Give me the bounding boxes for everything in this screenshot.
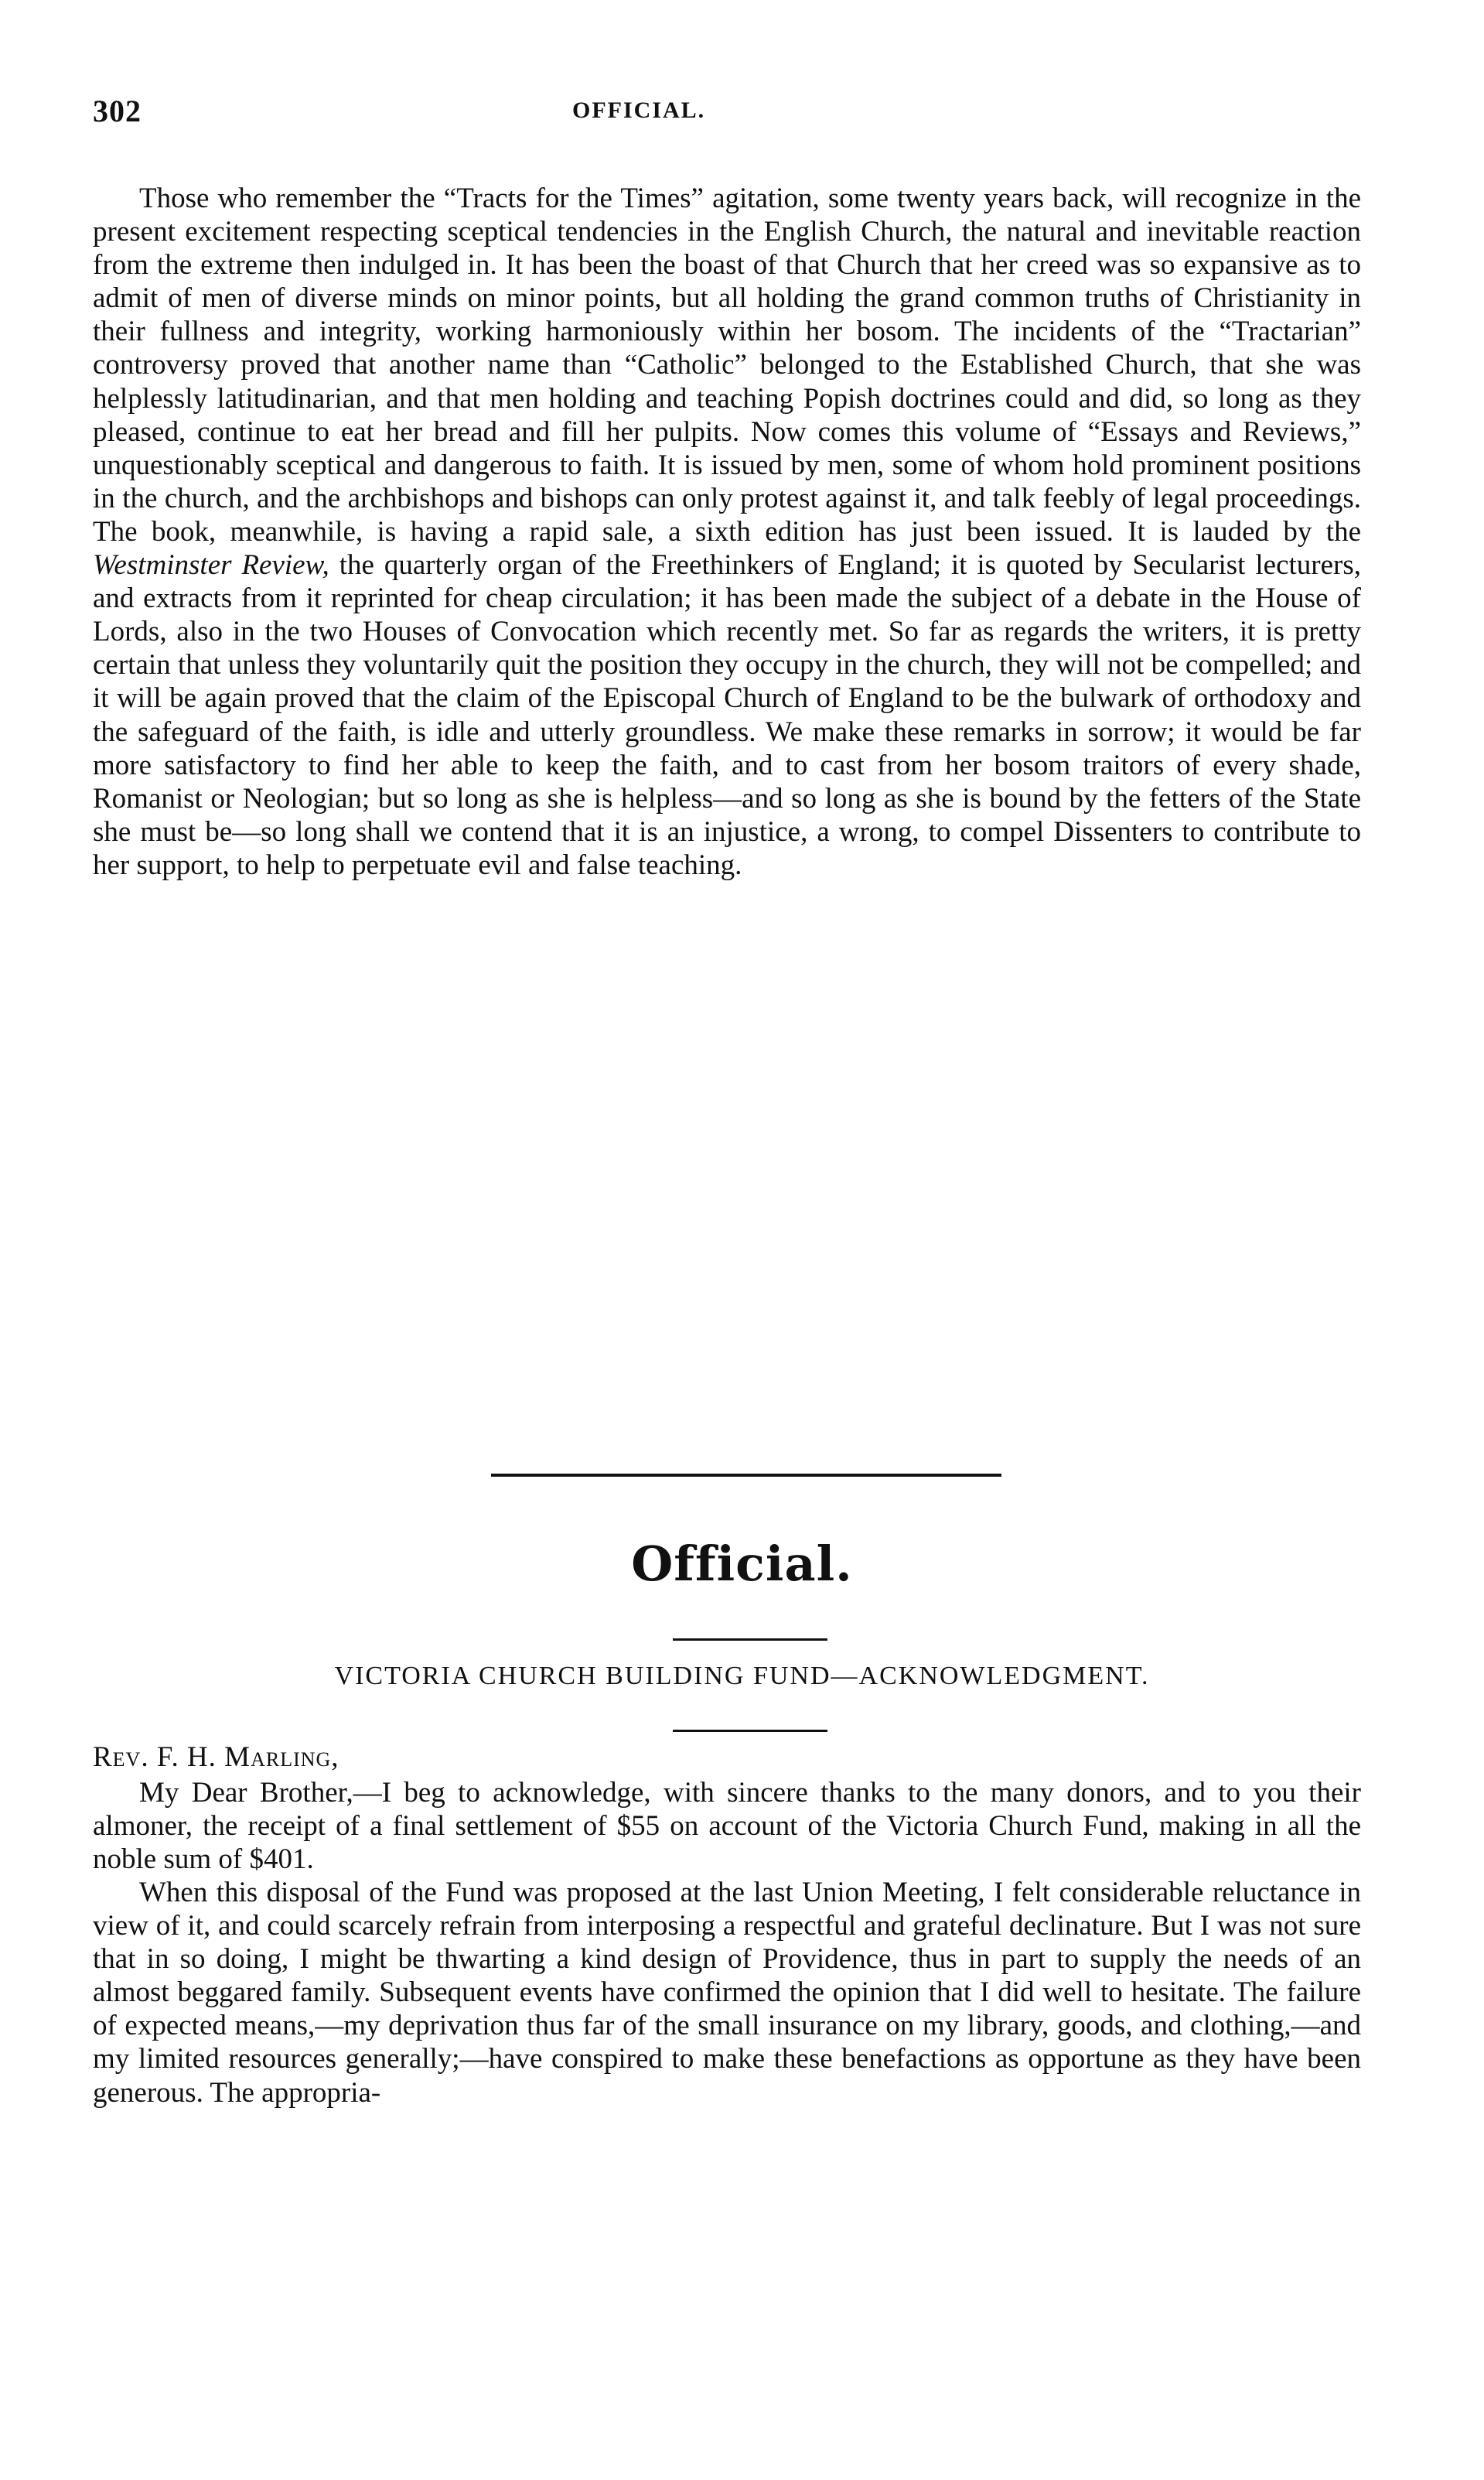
body-paragraph-text: Those who remember the “Tracts for the Times” agitation, some twenty years back, will recognize in the present excitement respecting sceptical tendencies in the English Church, the natural and inevitable reaction from the extreme then indulged in. It has been the boast of that Church that her creed was so expansive as to admit of men of diverse minds on minor points, but all holding the grand common truths of Christianity in their fullness and integrity, working harmoniously within her bosom. The incidents of the “Tractarian” controversy proved that another name than “Catholic” belonged to the Established Church, that she was helplessly latitudinarian, and that men holding and teaching Popish doctrines could and did, so long as they pleased, continue to eat her bread and fill her pulpits. Now comes this volume of “Essays and Reviews,” unquestionably sceptical and dangerous to faith. It is issued by men, some of whom hold prominent positions in the church, and the archbishops and bishops can only protest against it, and talk feebly of legal proceedings. The book, meanwhile, is having a rapid sale, a sixth edition has just been issued. It is lauded by the [93, 183, 1361, 548]
body-paragraph [93, 182, 1361, 882]
letter-paragraph-1: My Dear Brother,—I beg to acknowledge, with sincere thanks to the many donors, and to you their almoner, the receipt of a final settlement of $55 on account of the Victoria Church Fund, making in all the noble sum of $401. [93, 1777, 1361, 1876]
letter-paragraph-2: When this disposal of the Fund was proposed at the last Union Meeting, I felt considerable reluctance in view of it, and could scarcely refrain from interposing a respectful and grateful declinature. But I was not sure that in so doing, I might be thwarting a kind design of Providence, thus in part to supply the needs of an almost beggared family. Subsequent events have confirmed the opinion that I did well to hesitate. The failure of expected means,—my deprivation thus far of the small insurance on my library, goods, and clothing,—and my limited resources generally;—have conspired to make these benefactions as opportune as they have been generous. The appropria- [93, 1877, 1361, 2109]
subhead-rule [673, 1730, 827, 1732]
section-subhead: VICTORIA CHURCH BUILDING FUND—ACKNOWLEDGMENT. [334, 1662, 1150, 1690]
review-name: Westminster Review, [93, 549, 329, 582]
page-header [93, 93, 1361, 139]
running-head: OFFICIAL. [572, 97, 706, 123]
letter-salutation: Rev. F. H. Marling, [93, 1741, 339, 1773]
body-paragraph-continuation: the quarterly organ of the Freethinkers of England; it is quoted by Secularist lecturers, and extracts from it reprinted for cheap circulation; it has been made the subject of a debate in the House of Lords, also in the two Houses of Convocation which recently met. So far as regards the writers, it is pretty certain that unless they voluntarily quit the position they occupy in the church, they will not be compelled; and it will be again proved that the claim of the Episcopal Church of England to be the bulwark of orthodoxy and the safeguard of the faith, is idle and utterly groundless. We make these remarks in sorrow; it would be far more satisfactory to find her able to keep the faith, and to cast from her bosom traitors of every shade, Romanist or Neologian; but so long as she is helpless—and so long as she is bound by the fetters of the State she must be—so long shall we contend that it is an injustice, a wrong, to compel Dissenters to contribute to her support, to help to perpetuate evil and false teaching. [93, 549, 1361, 881]
page-number: 302 [93, 94, 142, 128]
section-title: Official. [631, 1535, 853, 1592]
title-rule [673, 1638, 827, 1641]
section-divider [491, 1474, 1001, 1477]
